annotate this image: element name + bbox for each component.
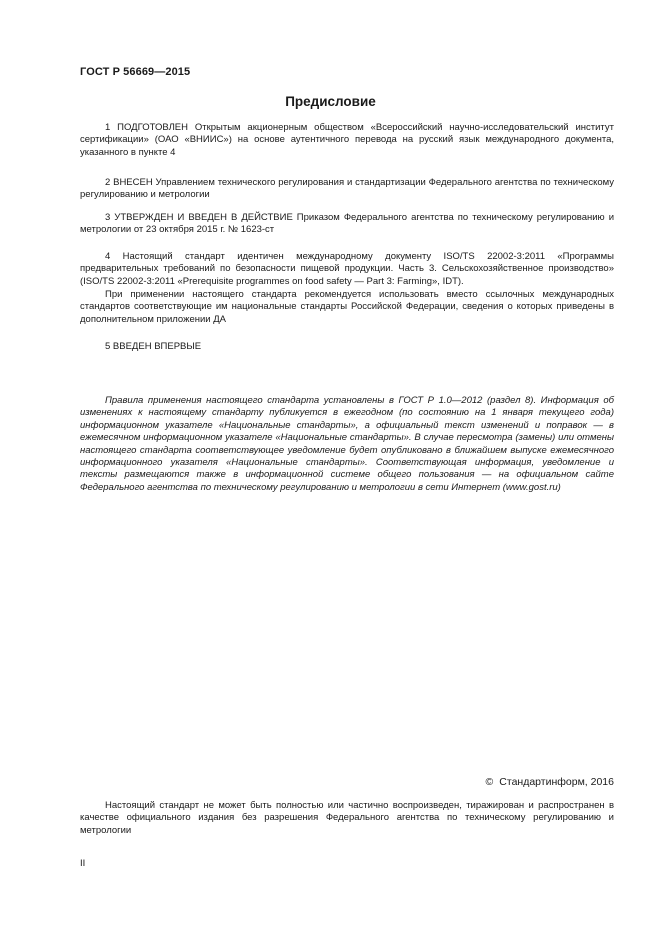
paragraph-4: 4 Настоящий стандарт идентичен международному документу ISO/TS 22002-3:2011 «Программы предварительных требований по безопасности пищевой продукции. Часть 3. Сельскохозяйственное производство» (ISO/TS 22002-3:2011 «Prerequisite programmes on food safety — Part 3: Farming», IDT).: [80, 251, 614, 287]
paragraph-3: 3 УТВЕРЖДЕН И ВВЕДЕН В ДЕЙСТВИЕ Приказом Федерального агентства по техническому регулированию и метрологии от 23 октября 2015 г. № 1623-ст: [80, 212, 614, 236]
usage-notice: Правила применения настоящего стандарта установлены в ГОСТ Р 1.0—2012 (раздел 8). Информация об изменениях к настоящему стандарту публикуется в ежегодном (по состоянию на 1 января текущего года) информационном указателе «Национальные стандарты», а официальный текст изменений и поправок — в ежемесячном информационном указателе «Национальные стандарты». В случае пересмотра (замены) или отмены настоящего стандарта соответствующее уведомление будет опубликовано в ближайшем выпуске ежемесячного информационного указателя «Национальные стандарты». Соответствующая информация, уведомление и тексты размещаются также в информационной системе общего пользования — на официальном сайте Федерального агентства по техническому регулированию и метрологии в сети Интернет (www.gost.ru): [80, 395, 614, 493]
page-title: Предисловие: [285, 94, 376, 109]
paragraph-4-note: При применении настоящего стандарта рекомендуется использовать вместо ссылочных международных стандартов соответствующие им национальные стандарты Российской Федерации, сведения о которых приведены в дополнительном приложении ДА: [80, 289, 614, 325]
paragraph-5: 5 ВВЕДЕН ВПЕРВЫЕ: [105, 341, 202, 352]
copyright-text: Стандартинформ, 2016: [499, 776, 614, 788]
paragraph-2: 2 ВНЕСЕН Управлением технического регулирования и стандартизации Федерального агентства по техническому регулированию и метрологии: [80, 177, 614, 201]
copyright-symbol: ©: [485, 776, 494, 788]
copyright-line: [486, 776, 614, 788]
reproduction-notice: Настоящий стандарт не может быть полностью или частично воспроизведен, тиражирован и распространен в качестве официального издания без разрешения Федерального агентства по техническому регулированию и метрологии: [80, 800, 614, 836]
page-number: II: [80, 858, 86, 869]
paragraph-1: 1 ПОДГОТОВЛЕН Открытым акционерным обществом «Всероссийский научно-исследовательский институт сертификации» (ОАО «ВНИИС») на основе аутентичного перевода на русский язык международного документа, указанного в пункте 4: [80, 122, 614, 158]
document-code: ГОСТ Р 56669—2015: [80, 66, 191, 78]
